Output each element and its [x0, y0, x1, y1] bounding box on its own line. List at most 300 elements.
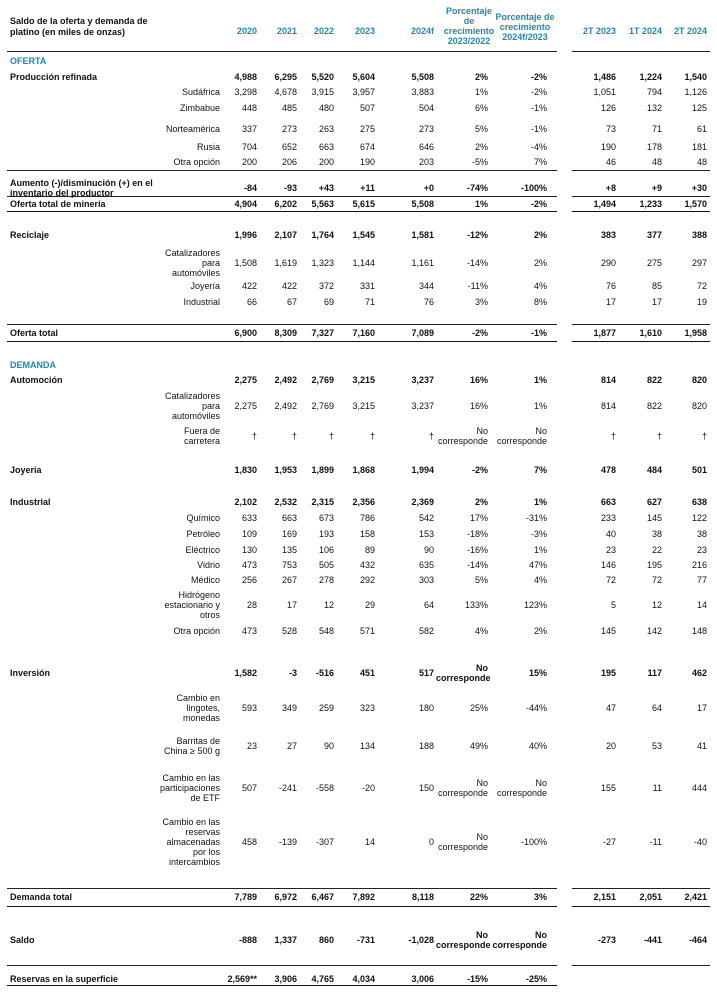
row-label: Zimbabue: [179, 103, 220, 113]
row-value: 349: [281, 703, 297, 713]
total-divider: [572, 341, 710, 342]
total-divider: [7, 341, 557, 342]
row-value: 422: [281, 281, 297, 291]
row-label: Aumento (-)/disminución (+) en el inventario del productor: [10, 178, 153, 198]
total-divider: [7, 906, 557, 907]
row-value: 478: [600, 465, 616, 475]
row-value: 673: [318, 513, 334, 523]
row-value: 1,877: [593, 328, 616, 338]
row-value: 77: [696, 575, 707, 585]
col-header-2t-2024: 2T 2024: [673, 26, 707, 36]
section-demanda: DEMANDA: [10, 360, 56, 370]
row-value: -4%: [530, 142, 547, 152]
row-value: 571: [359, 626, 375, 636]
row-value: 2,769: [311, 375, 334, 385]
row-value: 4,678: [274, 87, 297, 97]
row-value: 76: [605, 281, 616, 291]
row-value: 331: [359, 281, 375, 291]
row-value: 41: [696, 741, 707, 751]
row-value: 1%: [533, 401, 547, 411]
row-value: 528: [281, 626, 297, 636]
row-label: Vidrio: [197, 560, 220, 570]
row-value: -12%: [466, 230, 488, 240]
row-value: 259: [318, 703, 334, 713]
row-value: -273: [597, 935, 616, 945]
header-divider-left: [7, 51, 557, 52]
row-divider: [7, 888, 557, 889]
row-value: 195: [646, 560, 662, 570]
row-value: 216: [691, 560, 707, 570]
row-value: 485: [281, 103, 297, 113]
row-value: +43: [318, 183, 334, 193]
row-value: 17: [696, 703, 707, 713]
row-divider: [572, 324, 710, 325]
row-value: 66: [246, 297, 257, 307]
row-value: 814: [600, 375, 616, 385]
row-value: 8,309: [274, 328, 297, 338]
row-label: Joyería: [190, 281, 220, 291]
row-value: 1,994: [411, 465, 434, 475]
row-value: 3,006: [411, 974, 434, 984]
row-value: 820: [691, 375, 707, 385]
row-label: Fuera de carretera: [183, 426, 220, 446]
row-value: -5%: [471, 157, 488, 167]
row-value: 5: [610, 600, 616, 610]
row-value: 383: [600, 230, 616, 240]
row-value: 2,151: [593, 892, 616, 902]
row-value: 273: [281, 124, 297, 134]
row-value: No corresponde: [437, 778, 488, 798]
row-value: 153: [418, 529, 434, 539]
row-value: -74%: [466, 183, 488, 193]
row-value: +9: [651, 183, 662, 193]
row-value: 190: [600, 142, 616, 152]
row-value: 674: [359, 142, 375, 152]
row-value: -2%: [530, 87, 547, 97]
row-value: -2%: [471, 465, 488, 475]
row-value: 822: [646, 375, 662, 385]
row-value: -139: [278, 837, 297, 847]
row-value: 278: [318, 575, 334, 585]
row-value: 16%: [469, 375, 488, 385]
row-value: 256: [241, 575, 257, 585]
row-value: 4,765: [311, 974, 334, 984]
row-value: 3,906: [274, 974, 297, 984]
row-value: 7,089: [411, 328, 434, 338]
row-value: 5%: [474, 575, 488, 585]
row-value: -15%: [466, 974, 488, 984]
row-value: 3,215: [352, 401, 375, 411]
row-value: 1,582: [234, 668, 257, 678]
row-value: 3,957: [352, 87, 375, 97]
row-value: 3,237: [411, 401, 434, 411]
row-value: 794: [646, 87, 662, 97]
row-value: 109: [241, 529, 257, 539]
row-value: 1,899: [311, 465, 334, 475]
row-label: Oferta total: [10, 328, 59, 338]
row-value: -441: [643, 935, 662, 945]
row-value: 3,883: [411, 87, 434, 97]
row-value: 1,508: [234, 258, 257, 268]
row-value: -31%: [525, 513, 547, 523]
row-value: 1%: [474, 199, 488, 209]
row-value: 786: [359, 513, 375, 523]
row-value: 7,892: [352, 892, 375, 902]
row-value: 1%: [533, 375, 547, 385]
row-value: 2%: [474, 497, 488, 507]
row-value: 663: [318, 142, 334, 152]
row-value: 90: [323, 741, 334, 751]
row-value: 3,215: [352, 375, 375, 385]
row-value: -84: [243, 183, 257, 193]
row-value: 64: [423, 600, 434, 610]
row-value: 458: [241, 837, 257, 847]
row-value: †: [656, 431, 662, 441]
row-value: 132: [646, 103, 662, 113]
row-value: 5,604: [352, 72, 375, 82]
row-value: 820: [691, 401, 707, 411]
row-value: 125: [691, 103, 707, 113]
row-value: 4,904: [234, 199, 257, 209]
row-label: Médico: [190, 575, 220, 585]
col-header-growth-2023-2022: Porcentaje de crecimiento 2023/2022: [443, 6, 495, 46]
total-divider: [572, 906, 710, 907]
col-header-2020: 2020: [236, 26, 257, 36]
row-value: 2,315: [311, 497, 334, 507]
row-value: 860: [318, 935, 334, 945]
row-divider: [572, 888, 710, 889]
row-value: 49%: [469, 741, 488, 751]
row-value: 473: [241, 626, 257, 636]
row-label: Inversión: [10, 668, 51, 678]
row-value: 46: [605, 157, 616, 167]
row-value: 22: [651, 545, 662, 555]
row-value: 1,540: [684, 72, 707, 82]
row-value: -2%: [471, 328, 488, 338]
row-value: 1%: [533, 497, 547, 507]
row-value: 2%: [474, 142, 488, 152]
row-value: -1%: [530, 124, 547, 134]
row-value: +0: [423, 183, 434, 193]
row-value: 3%: [474, 297, 488, 307]
row-value: 5,508: [411, 199, 434, 209]
row-value: 206: [281, 157, 297, 167]
row-value: 292: [359, 575, 375, 585]
row-value: 148: [691, 626, 707, 636]
row-value: 372: [318, 281, 334, 291]
total-divider: [572, 211, 710, 212]
row-value: 704: [241, 142, 257, 152]
row-value: -307: [315, 837, 334, 847]
row-value: 126: [600, 103, 616, 113]
row-value: 1,126: [684, 87, 707, 97]
row-value: -3: [288, 668, 297, 678]
row-value: No corresponde: [436, 930, 491, 950]
row-value: -25%: [525, 974, 547, 984]
row-value: 1,486: [593, 72, 616, 82]
row-value: 8%: [533, 297, 547, 307]
row-value: 23: [605, 545, 616, 555]
section-oferta: OFERTA: [10, 56, 47, 66]
row-value: -2%: [530, 199, 547, 209]
row-value: 145: [600, 626, 616, 636]
row-label: Industrial: [10, 497, 51, 507]
row-value: 69: [323, 297, 334, 307]
row-value: 5,563: [311, 199, 334, 209]
row-value: 663: [281, 513, 297, 523]
row-value: 7,789: [234, 892, 257, 902]
row-value: 2,532: [274, 497, 297, 507]
row-value: †: [251, 431, 257, 441]
row-divider: [7, 170, 557, 171]
row-value: 15%: [528, 668, 547, 678]
row-label: Joyería: [10, 465, 42, 475]
row-divider: [7, 196, 557, 197]
row-value: 181: [691, 142, 707, 152]
row-value: 1,996: [234, 230, 257, 240]
row-value: 180: [418, 703, 434, 713]
row-value: 1,958: [684, 328, 707, 338]
row-value: 178: [646, 142, 662, 152]
row-value: 633: [241, 513, 257, 523]
row-value: 6,467: [311, 892, 334, 902]
row-value: 12: [323, 600, 334, 610]
row-value: 646: [418, 142, 434, 152]
row-label: Producción refinada: [10, 72, 98, 82]
row-value: -1,028: [408, 935, 434, 945]
row-value: 7,327: [311, 328, 334, 338]
row-label: Demanda total: [10, 892, 73, 902]
row-value: 14: [364, 837, 375, 847]
row-value: 71: [651, 124, 662, 134]
row-value: 146: [600, 560, 616, 570]
row-value: 28: [246, 600, 257, 610]
row-value: 4,034: [352, 974, 375, 984]
row-value: 17%: [469, 513, 488, 523]
row-value: 7%: [533, 465, 547, 475]
row-value: 1,570: [684, 199, 707, 209]
row-value: 344: [418, 281, 434, 291]
row-value: 3,237: [411, 375, 434, 385]
row-label: Petróleo: [186, 529, 220, 539]
row-value: 5,508: [411, 72, 434, 82]
header-divider-right: [572, 51, 710, 52]
row-value: 5%: [474, 124, 488, 134]
row-value: 4%: [533, 575, 547, 585]
row-value: 263: [318, 124, 334, 134]
row-value: 17: [286, 600, 297, 610]
row-value: 71: [364, 297, 375, 307]
row-value: 480: [318, 103, 334, 113]
row-value: 6%: [474, 103, 488, 113]
row-value: 2,356: [352, 497, 375, 507]
row-value: 388: [691, 230, 707, 240]
row-divider: [7, 965, 557, 966]
row-value: 6,295: [274, 72, 297, 82]
row-value: †: [291, 431, 297, 441]
row-label: Barritas de China ≥ 500 g: [164, 736, 220, 756]
row-value: -40: [693, 837, 707, 847]
row-value: 133%: [464, 600, 488, 610]
row-value: 2,051: [639, 892, 662, 902]
row-value: -3%: [530, 529, 547, 539]
row-value: 275: [359, 124, 375, 134]
row-value: 2%: [533, 626, 547, 636]
table-title: Saldo de la oferta y demanda de platino (en miles de onzas): [10, 16, 148, 37]
row-value: 297: [691, 258, 707, 268]
row-divider: [572, 196, 710, 197]
col-header-2021: 2021: [276, 26, 297, 36]
row-value: 200: [318, 157, 334, 167]
row-value: 17: [651, 297, 662, 307]
row-value: 2%: [474, 72, 488, 82]
row-value: 23: [246, 741, 257, 751]
row-value: 19: [696, 297, 707, 307]
row-value: 203: [418, 157, 434, 167]
row-value: 22%: [469, 892, 488, 902]
row-value: -888: [238, 935, 257, 945]
row-value: 38: [696, 529, 707, 539]
row-label: Otra opción: [173, 157, 220, 167]
row-value: +11: [360, 183, 375, 193]
row-value: -241: [278, 783, 297, 793]
row-value: -1%: [530, 328, 547, 338]
row-value: 12: [651, 600, 662, 610]
row-value: 1,764: [311, 230, 334, 240]
row-value: -14%: [466, 258, 488, 268]
row-value: 1,144: [352, 258, 375, 268]
col-header-1t-2024: 1T 2024: [628, 26, 662, 36]
row-value: -14%: [466, 560, 488, 570]
row-value: 462: [691, 668, 707, 678]
row-value: -2%: [530, 72, 547, 82]
row-value: 135: [281, 545, 297, 555]
row-value: 484: [646, 465, 662, 475]
row-value: †: [701, 431, 707, 441]
row-value: 267: [281, 575, 297, 585]
row-value: 72: [651, 575, 662, 585]
row-value: 130: [241, 545, 257, 555]
row-value: 0: [428, 837, 434, 847]
row-value: 25%: [469, 703, 488, 713]
row-value: 1,224: [639, 72, 662, 82]
row-value: 548: [318, 626, 334, 636]
row-value: No corresponde: [496, 778, 547, 798]
row-value: 273: [418, 124, 434, 134]
row-value: 169: [281, 529, 297, 539]
row-value: 2,492: [274, 375, 297, 385]
row-value: 64: [651, 703, 662, 713]
row-value: 76: [423, 297, 434, 307]
row-value: 61: [696, 124, 707, 134]
row-value: 27: [286, 741, 297, 751]
row-value: 1,051: [593, 87, 616, 97]
row-value: 507: [241, 783, 257, 793]
row-divider: [572, 170, 710, 171]
row-value: No corresponde: [437, 832, 488, 852]
row-value: 188: [418, 741, 434, 751]
row-value: 20: [605, 741, 616, 751]
row-value: 40: [605, 529, 616, 539]
row-label: Oferta total de minería: [10, 199, 106, 209]
col-header-growth-2024-2023: Porcentaje de crecimiento 2024f/2023: [495, 12, 555, 42]
row-value: 1,545: [352, 230, 375, 240]
row-value: 72: [696, 281, 707, 291]
row-value: 814: [600, 401, 616, 411]
row-value: -11: [649, 837, 662, 847]
row-value: 1,337: [274, 935, 297, 945]
row-value: 451: [359, 668, 375, 678]
col-header-2024f: 2024f: [410, 26, 434, 36]
row-value: 444: [691, 783, 707, 793]
row-value: 1,161: [411, 258, 434, 268]
row-label: Catalizadores para automóviles: [164, 391, 220, 421]
row-value: 377: [646, 230, 662, 240]
row-value: 2,769: [311, 401, 334, 411]
row-value: †: [610, 431, 616, 441]
row-value: 155: [600, 783, 616, 793]
row-value: 72: [605, 575, 616, 585]
row-value: 1,868: [352, 465, 375, 475]
row-value: 38: [651, 529, 662, 539]
row-value: 275: [646, 258, 662, 268]
row-value: 1,494: [593, 199, 616, 209]
row-value: 89: [364, 545, 375, 555]
row-value: 4%: [474, 626, 488, 636]
row-value: 542: [418, 513, 434, 523]
row-value: 663: [600, 497, 616, 507]
row-value: 67: [286, 297, 297, 307]
row-value: -93: [283, 183, 297, 193]
row-value: -464: [688, 935, 707, 945]
row-value: 3%: [533, 892, 547, 902]
row-value: 17: [605, 297, 616, 307]
row-value: 23: [696, 545, 707, 555]
row-value: 122: [691, 513, 707, 523]
row-value: 123%: [523, 600, 547, 610]
row-value: †: [328, 431, 334, 441]
total-divider: [7, 211, 557, 212]
row-label: Cambio en las reservas almacenadas por los intercambios: [162, 817, 220, 867]
row-value: 5,615: [352, 199, 375, 209]
row-value: 505: [318, 560, 334, 570]
row-label: Reservas en la superficie: [10, 974, 119, 984]
row-value: 233: [600, 513, 616, 523]
col-header-2t-2023: 2T 2023: [582, 26, 616, 36]
row-value: 1,323: [311, 258, 334, 268]
row-value: 652: [281, 142, 297, 152]
row-value: 2%: [533, 230, 547, 240]
row-value: No corresponde: [496, 426, 547, 446]
row-label: Industrial: [183, 297, 220, 307]
row-value: 14: [696, 600, 707, 610]
row-value: 3,298: [234, 87, 257, 97]
row-value: 1,610: [639, 328, 662, 338]
row-value: -18%: [466, 529, 488, 539]
row-value: 40%: [528, 741, 547, 751]
row-value: 337: [241, 124, 257, 134]
row-value: 8,118: [411, 892, 434, 902]
row-value: -731: [356, 935, 375, 945]
row-value: 448: [241, 103, 257, 113]
row-value: 6,202: [274, 199, 297, 209]
row-value: -44%: [525, 703, 547, 713]
row-label: Automoción: [10, 375, 63, 385]
row-value: 2,421: [684, 892, 707, 902]
row-divider: [572, 965, 710, 966]
row-value: -516: [315, 668, 334, 678]
total-divider: [7, 985, 557, 986]
